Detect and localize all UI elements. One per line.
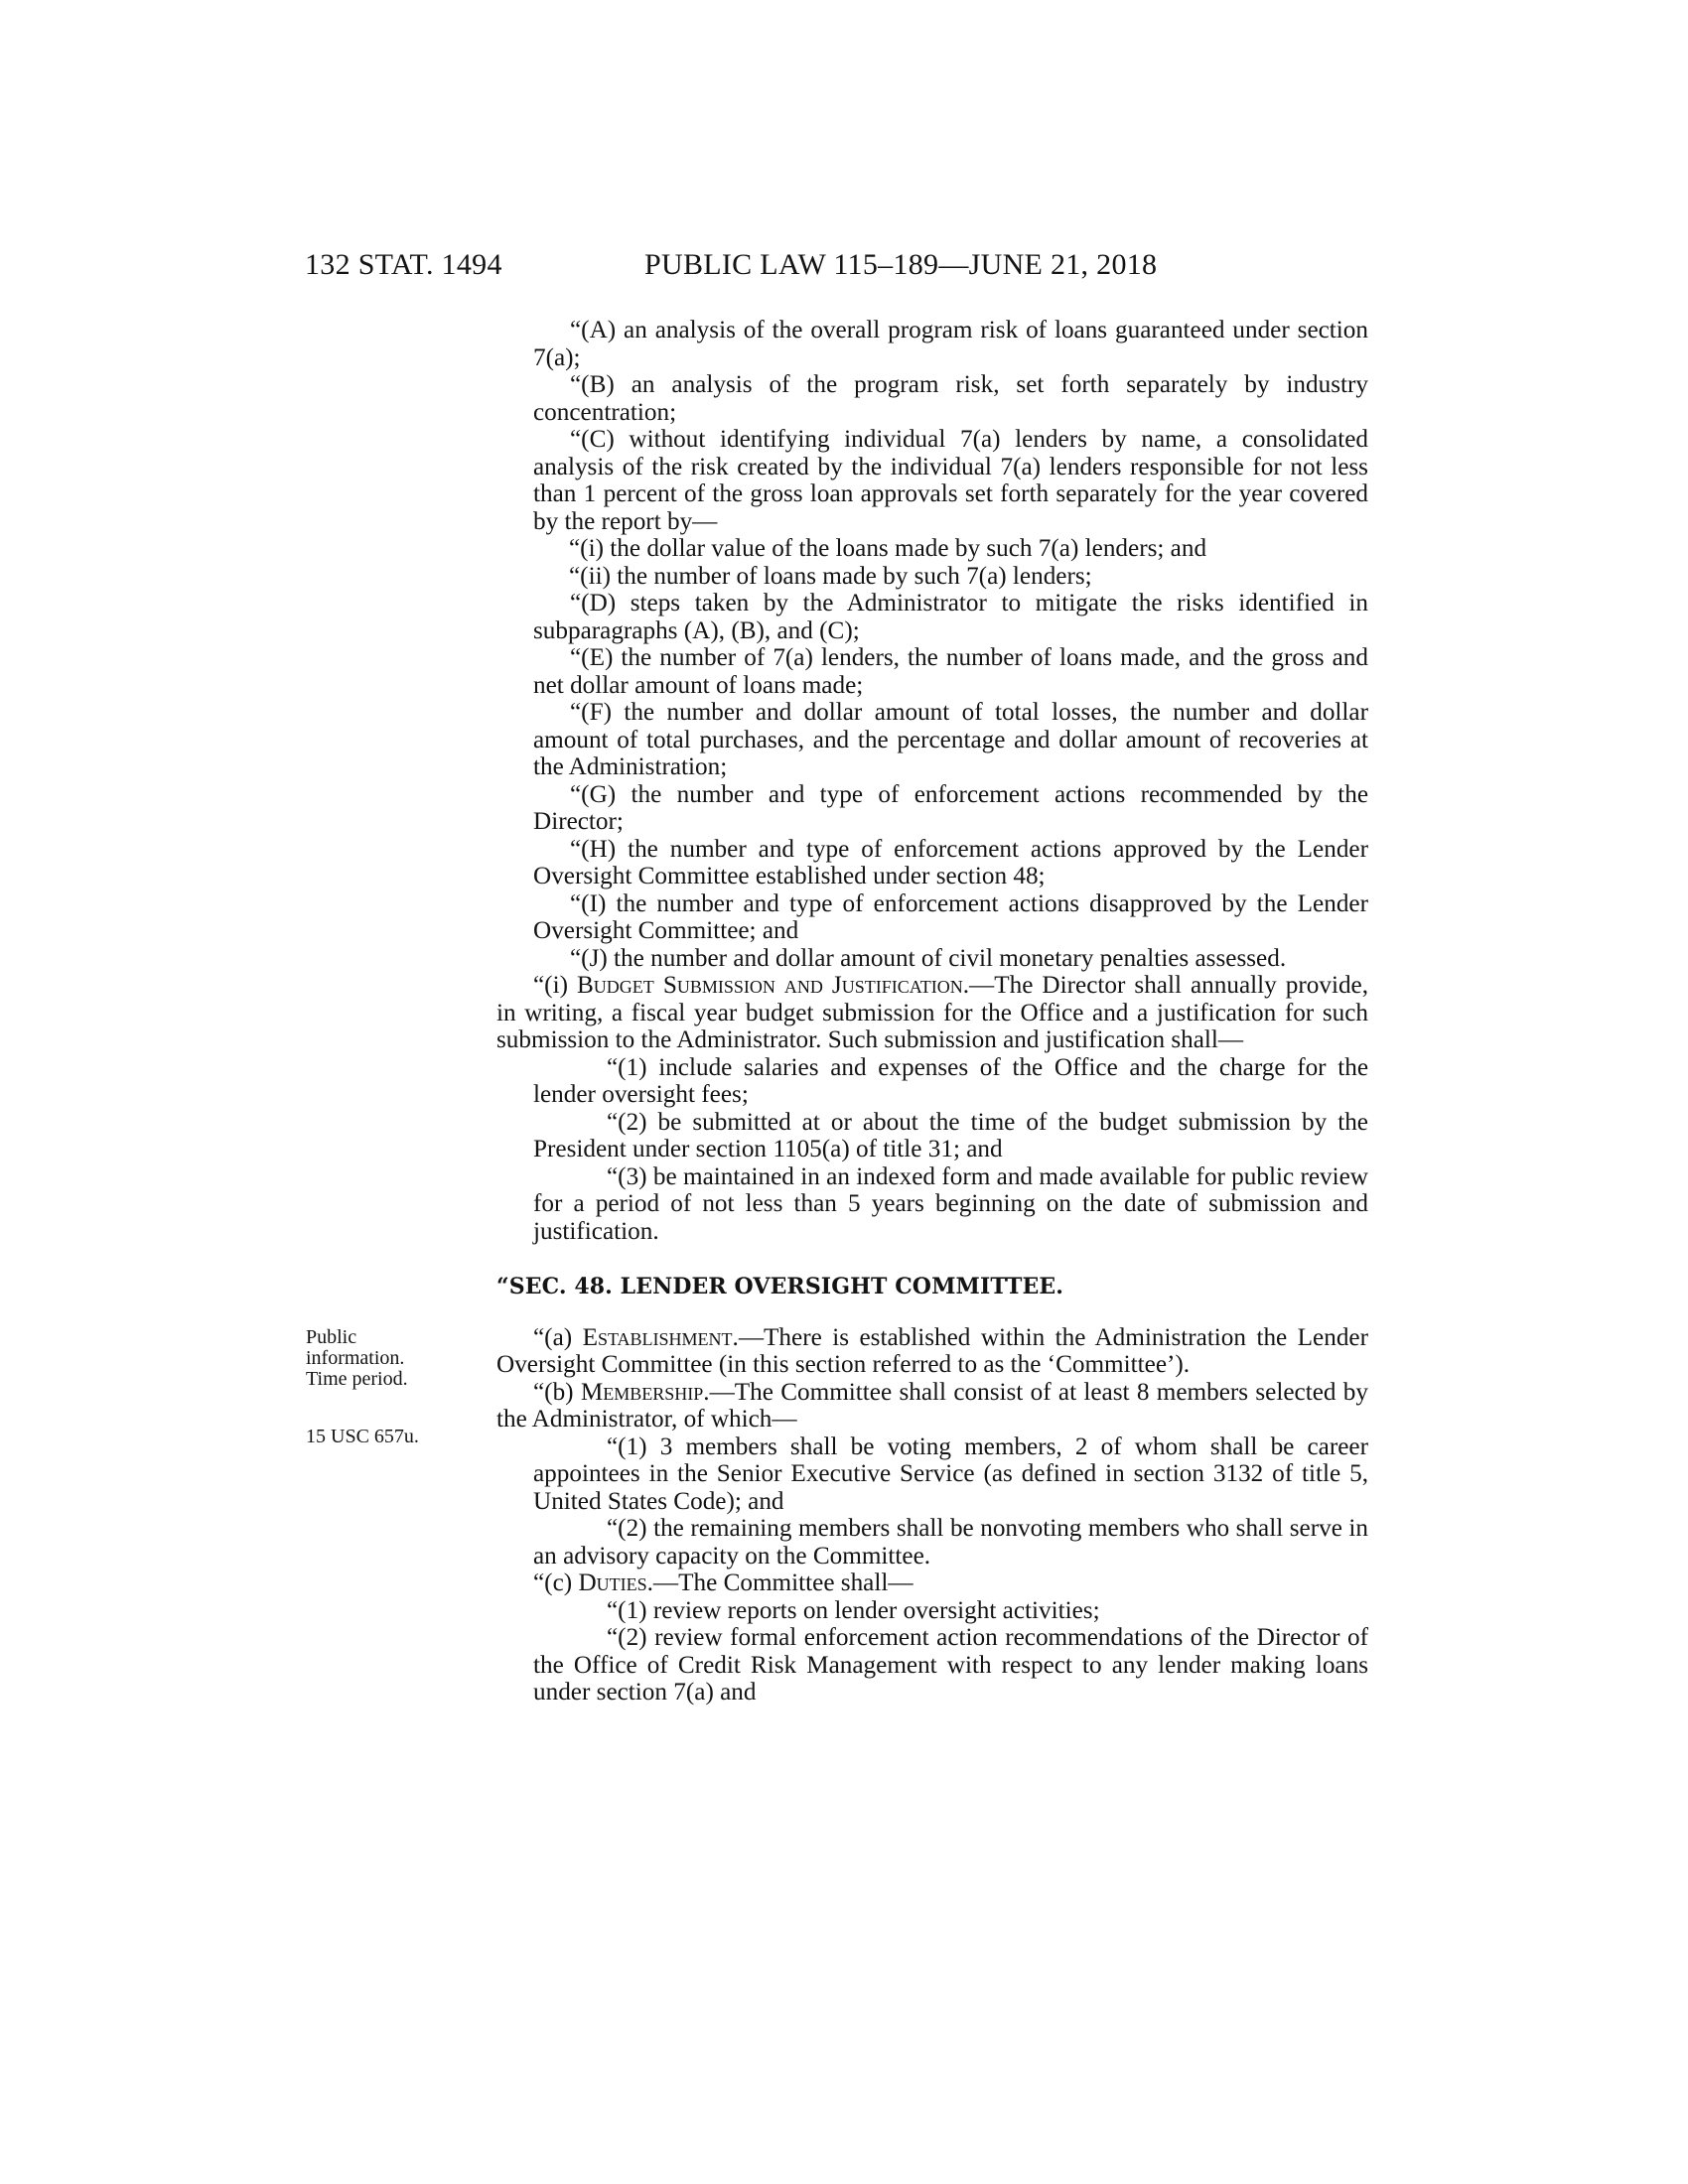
paragraph-C: “(C) without identifying individual 7(a) lenders by name, a consolidated analysis of the risk created by the individual 7(a) lenders responsible for not less than 1 percent of the gross loan approvals set forth separately for the year covered by the report by— xyxy=(533,426,1368,535)
statute-text-column xyxy=(496,317,1368,1706)
subsection-heading: Budget Submission and Justification xyxy=(577,972,963,999)
margin-note-line: information. xyxy=(306,1347,405,1369)
margin-note-line: Time period. xyxy=(306,1368,408,1390)
public-law-title: PUBLIC LAW 115–189—JUNE 21, 2018 xyxy=(644,248,1158,281)
clause-C-i: “(i) the dollar value of the loans made by such 7(a) lenders; and xyxy=(569,535,1207,562)
paragraph-I: “(I) the number and type of enforcement actions disapproved by the Lender Oversight Committee; and xyxy=(533,889,1368,944)
subsection-a-establishment xyxy=(496,1324,1368,1379)
paragraph-A: “(A) an analysis of the overall program risk of loans guaranteed under section 7(a); xyxy=(533,317,1368,371)
paragraph-J: “(J) the number and dollar amount of civil monetary penalties assessed. xyxy=(570,944,1287,972)
subsection-prefix: “(b) xyxy=(533,1378,581,1406)
paragraph-D: “(D) steps taken by the Administrator to mitigate the risks identified in subparagraphs (A), (B), and (C); xyxy=(533,590,1368,644)
subsection-prefix: “(i) xyxy=(533,972,577,999)
subsection-heading: Duties xyxy=(578,1570,647,1596)
subsection-heading: Establishment xyxy=(582,1323,733,1351)
paragraph-B: “(B) an analysis of the program risk, set forth separately by industry concentration; xyxy=(533,371,1368,426)
subsection-heading: Membership xyxy=(580,1378,704,1406)
subsection-b-membership xyxy=(496,1379,1368,1433)
membership-paragraph-2: “(2) the remaining members shall be nonvoting members who shall serve in an advisory capacity on the Committee. xyxy=(533,1515,1368,1570)
subsection-text: .—The Committee shall consist of at least 8 members selected by the Administrator, of which— xyxy=(496,1378,1368,1433)
margin-note-line: Public xyxy=(306,1326,357,1348)
budget-paragraph-1: “(1) include salaries and expenses of the Office and the charge for the lender oversight fees; xyxy=(533,1053,1368,1108)
subsection-text: .—There is established within the Administration the Lender Oversight Committee (in this section referred to as the ‘Committee’). xyxy=(496,1323,1368,1378)
paragraph-H: “(H) the number and type of enforcement actions approved by the Lender Oversight Committee established under section 48; xyxy=(533,835,1368,889)
duties-paragraph-1: “(1) review reports on lender oversight activities; xyxy=(607,1596,1100,1624)
subsection-prefix: “(a) xyxy=(533,1323,583,1351)
paragraph-G: “(G) the number and type of enforcement actions recommended by the Director; xyxy=(533,780,1368,835)
stat-page-number: 132 STAT. 1494 xyxy=(305,248,502,281)
membership-paragraph-1: “(1) 3 members shall be voting members, 2 of whom shall be career appointees in the Senior Executive Service (as defined in section 3132 of title 5, United States Code); and xyxy=(533,1433,1368,1515)
clause-C-ii: “(ii) the number of loans made by such 7(a) lenders; xyxy=(569,562,1092,590)
subsection-c-duties xyxy=(496,1570,1368,1597)
duties-paragraph-2: “(2) review formal enforcement action recommendations of the Director of the Office of Credit Risk Management with respect to any lender making loans under section 7(a) and xyxy=(533,1624,1368,1706)
margin-note-usc-citation: 15 USC 657u. xyxy=(306,1426,419,1447)
budget-paragraph-2: “(2) be submitted at or about the time of the budget submission by the President under section 1105(a) of title 31; and xyxy=(533,1108,1368,1162)
budget-paragraph-3: “(3) be maintained in an indexed form and made available for public review for a period of not less than 5 years beginning on the date of submission and justification. xyxy=(533,1162,1368,1245)
section-48-heading: “SEC. 48. LENDER OVERSIGHT COMMITTEE. xyxy=(496,1274,1064,1299)
subsection-text: .—The Committee shall— xyxy=(646,1570,914,1596)
subsection-i-budget xyxy=(496,972,1368,1054)
paragraph-E: “(E) the number of 7(a) lenders, the number of loans made, and the gross and net dollar amount of loans made; xyxy=(533,644,1368,699)
subsection-text: .—The Director shall annually provide, in writing, a fiscal year budget submission for the Office and a justification for such submission to the Administrator. Such submission and justification shall— xyxy=(496,972,1369,1053)
subsection-prefix: “(c) xyxy=(533,1570,579,1596)
paragraph-F: “(F) the number and dollar amount of total losses, the number and dollar amount of total purchases, and the percentage and dollar amount of recoveries at the Administration; xyxy=(533,699,1368,780)
margin-note-public-information xyxy=(306,1327,408,1390)
